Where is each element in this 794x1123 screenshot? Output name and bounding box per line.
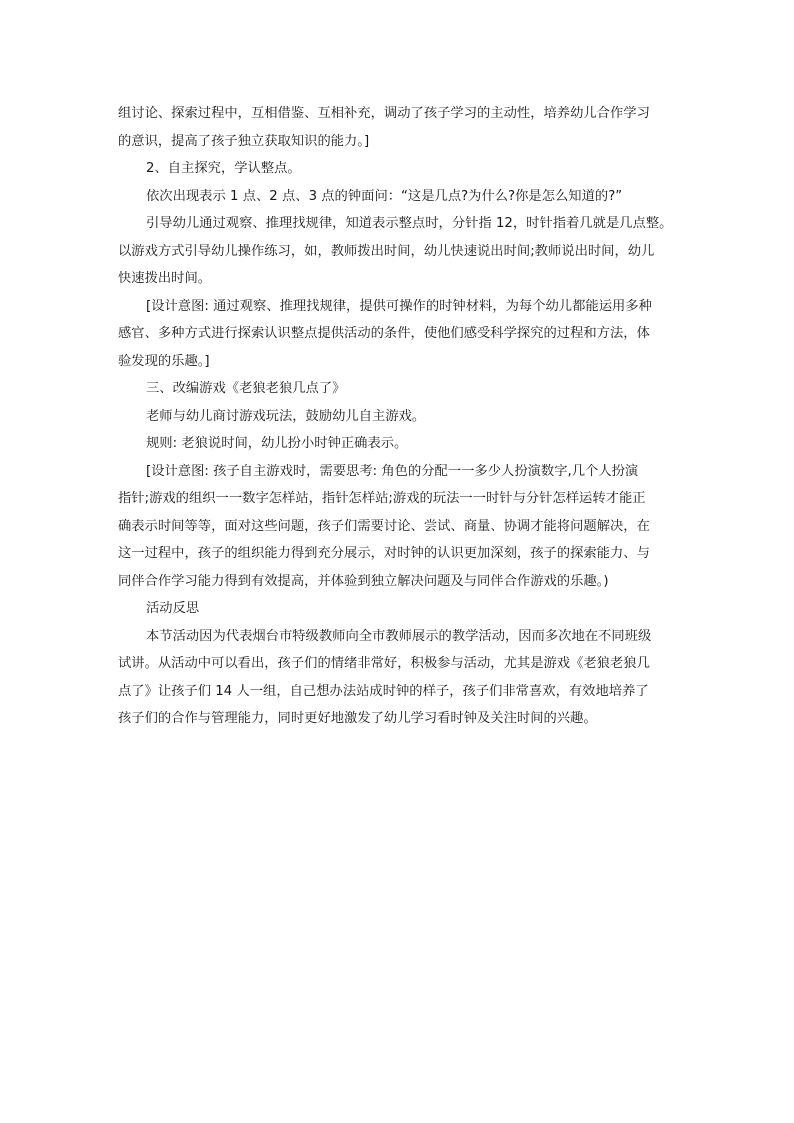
text-line: 引导幼儿通过观察、推理找规律，知道表示整点时，分针指 12，时针指着几就是几点整。 — [146, 216, 673, 231]
document-body — [118, 100, 678, 733]
design-intent-note: [设计意图: 通过观察、推理找规律，提供可操作的时钟材料，为每个幼儿都能运用多种 — [146, 298, 652, 314]
text-line: 组讨论、探索过程中，互相借鉴、互相补充，调动了孩子学习的主动性，培养幼儿合作学习 — [118, 106, 650, 121]
text-line: 以游戏方式引导幼儿操作练习，如，教师拨出时间，幼儿快速说出时间;教师说出时间，幼儿 — [118, 243, 655, 259]
text-line: 老师与幼儿商讨游戏玩法，鼓励幼儿自主游戏。 — [146, 408, 426, 424]
text-line: 验发现的乐趣。] — [118, 353, 210, 369]
text-line: 确表示时间等等，面对这些问题，孩子们需要讨论、尝试、商量、协调才能将问题解决，在 — [118, 518, 650, 534]
text-line: 孩子们的合作与管理能力，同时更好地激发了幼儿学习看时钟及关注时间的兴趣。 — [118, 711, 597, 726]
text-line: 同伴合作学习能力得到有效提高，并体验到独立解决问题及与同伴合作游戏的乐趣。) — [118, 573, 609, 589]
text-line: 试讲。从活动中可以看出，孩子们的情绪非常好，积极参与活动，尤其是游戏《老狼老狼几 — [118, 656, 650, 671]
section-heading: 活动反思 — [146, 601, 200, 616]
text-line: 感官、多种方式进行探索认识整点提供活动的条件，使他们感受科学探究的过程和方法，体 — [118, 326, 650, 341]
section-heading: 三、改编游戏《老狼老狼几点了》 — [146, 381, 346, 396]
text-line: 快速拨出时间。 — [118, 271, 212, 286]
text-line: 规则: 老狼说时间，幼儿扮小时钟正确表示。 — [146, 436, 408, 451]
section-subheading: 2、自主探究，学认整点。 — [146, 161, 301, 176]
text-line: 的意识，提高了孩子独立获取知识的能力。] — [118, 133, 370, 149]
text-line: 本节活动因为代表烟台市特级教师向全市教师展示的教学活动，因而多次地在不同班级 — [146, 628, 652, 644]
text-line: 依次出现表示 1 点、2 点、3 点的钟面问：“这是几点?为什么?你是怎么知道的?” — [146, 188, 623, 204]
text-line: 点了》让孩子们 14 人一组，自己想办法站成时钟的样子，孩子们非常喜欢，有效地培养了 — [118, 683, 649, 699]
text-line: 指针;游戏的组织一一数字怎样站，指针怎样站;游戏的玩法一一时针与分针怎样运转才能正 — [118, 491, 646, 506]
text-line: 这一过程中，孩子的组织能力得到充分展示，对时钟的认识更加深刻，孩子的探索能力、与 — [118, 546, 650, 561]
design-intent-note: [设计意图: 孩子自主游戏时，需要思考: 角色的分配一一多少人扮演数字,几个人扮演 — [146, 463, 639, 479]
